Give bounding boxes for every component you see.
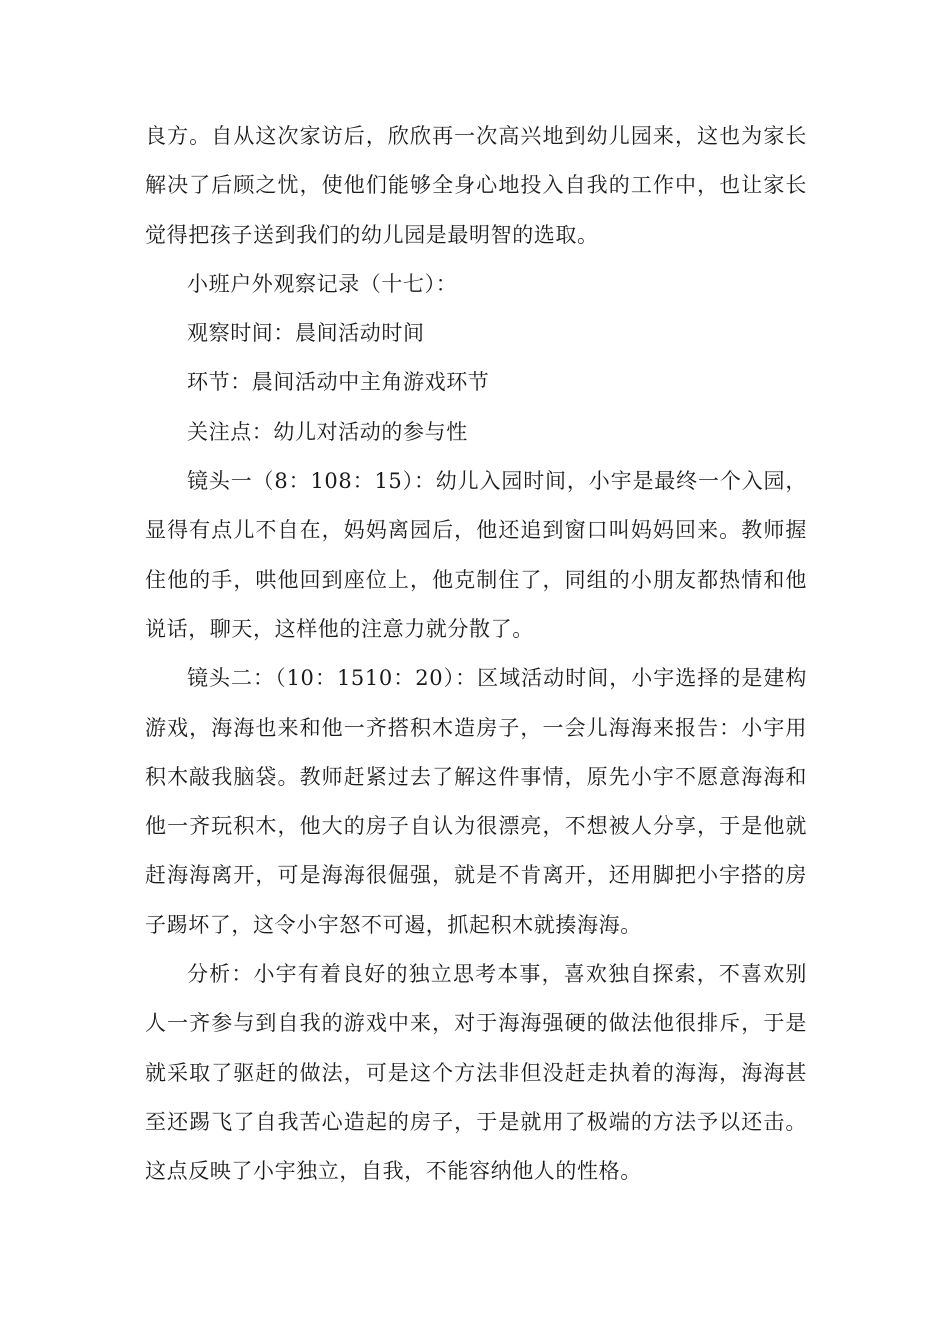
section-title: 小班户外观察记录（十七）：	[187, 271, 458, 296]
observation-time: 观察时间：晨间活动时间	[187, 321, 425, 346]
analysis-paragraph: 分析：小宇有着良好的独立思考本事，喜欢独自探索，不喜欢别人一齐参与到自我的游戏中来，对于海海强硬的做法他很排斥，于是就采取了驱赶的做法，可是这个方法非但没赶走执着的海海，海海甚至还踢飞了自我苦心造起的房子，于是就用了极端的方法予以还击。这点反映了小宇独立，自我，不能容纳他人的性格。	[145, 962, 807, 1184]
document-body	[145, 112, 807, 1197]
observation-segment: 环节：晨间活动中主角游戏环节	[187, 370, 490, 395]
scene-two-paragraph: 镜头二：（10：1510：20）：区域活动时间，小宇选择的是建构游戏，海海也来和他一齐搭积木造房子，一会儿海海来报告：小宇用积木敲我脑袋。教师赶紧过去了解这件事情，原先小宇不愿意海海和他一齐玩积木，他大的房子自认为很漂亮，不想被人分享，于是他就赶海海离开，可是海海很倔强，就是不肯离开，还用脚把小宇搭的房子踢坏了，这令小宇怒不可遏，抓起积木就揍海海。	[145, 666, 807, 937]
paragraph-continuation: 良方。自从这次家访后，欣欣再一次高兴地到幼儿园来，这也为家长解决了后顾之忧，使他们能够全身心地投入自我的工作中，也让家长觉得把孩子送到我们的幼儿园是最明智的选取。	[145, 124, 807, 247]
scene-one-paragraph: 镜头一（8：108：15）：幼儿入园时间，小宇是最终一个入园，显得有点儿不自在，妈妈离园后，他还追到窗口叫妈妈回来。教师握住他的手，哄他回到座位上，他克制住了，同组的小朋友都热情和他说话，聊天，这样他的注意力就分散了。	[145, 469, 807, 641]
observation-focus: 关注点：幼儿对活动的参与性	[187, 419, 468, 444]
